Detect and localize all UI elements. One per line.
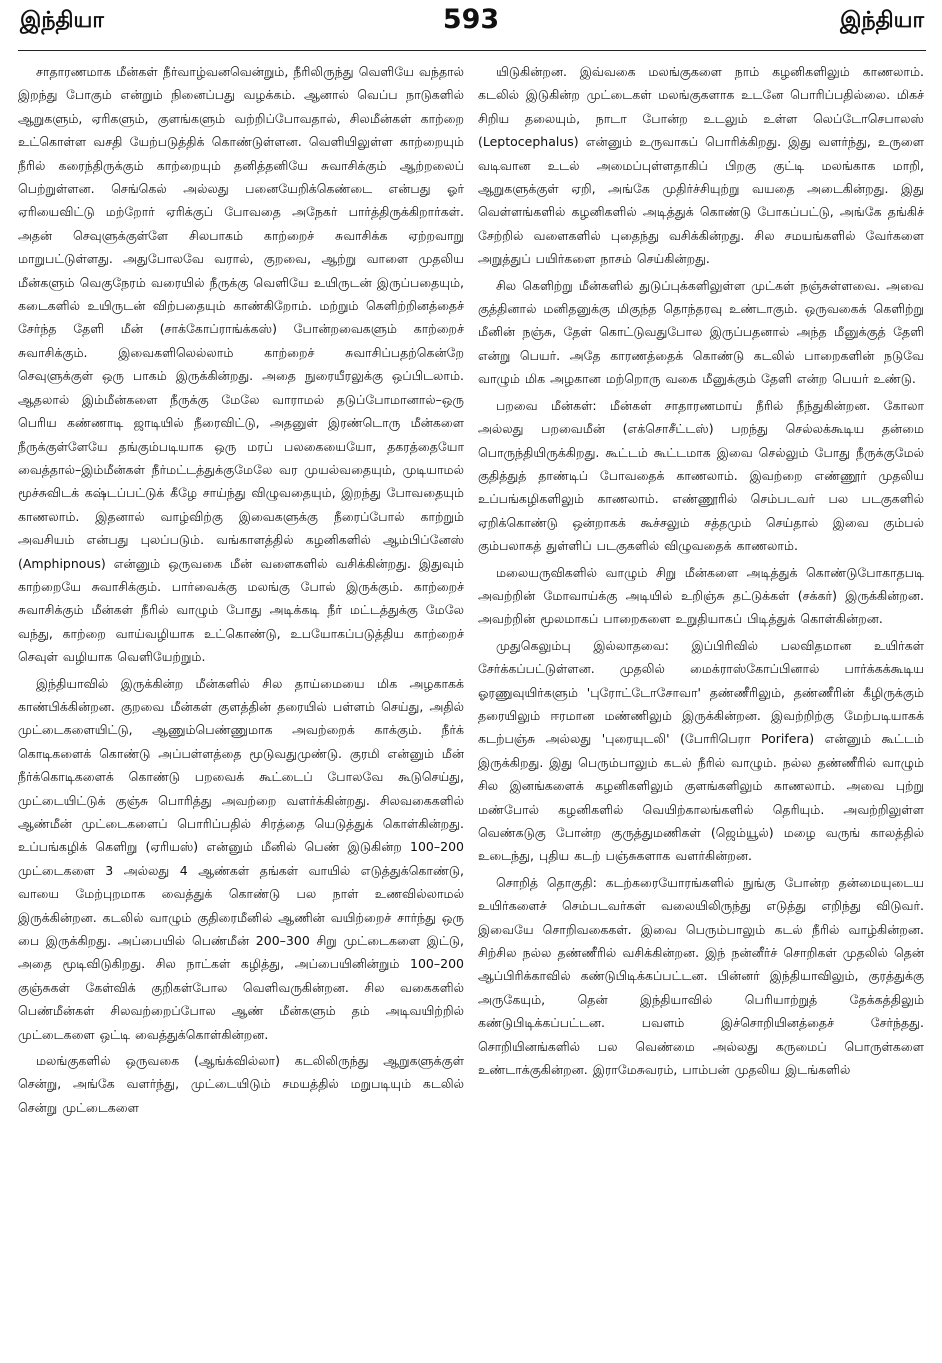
right-column — [478, 60, 924, 1356]
page-header — [0, 0, 942, 52]
paragraph-coelenterates: சொறித் தொகுதி: கடற்கரையோரங்களில் நுங்கு போன்ற தன்மையுடைய உயிர்களைச் செம்படவர்கள் வலையிலிருந்து எடுத்து எறிந்து விடுவர். இவையே சொறிவகைகள். இவை பெரும்பாலும் கடல் நீரில் வாழ்கின்றன. சிற்சில நல்ல தண்ணீரில் வசிக்கின்றன. இந் நன்னீர்ச் சொறிகள் முதலில் தென் ஆப்பிரிக்காவில் கண்டுபிடிக்கப்பட்டன. பின்னர் இந்தியாவிலும், குரத்துக்கு அருகேயும், தென் இந்தியாவில் பெரியாற்றுத் தேக்கத்திலும் கண்டுபிடிக்கப்பட்டன. பவளம் இச்சொறியினத்தைச் சேர்ந்தது. சொறியினங்களில் பல வெண்மை அல்லது கருமைப் பொருள்களை உண்டாக்குகின்றன. இராமேசுவரம், பாம்பன் முதலிய இடங்களில் — [478, 874, 924, 1078]
header-rule — [18, 50, 926, 51]
paragraph-eels-start: மலங்குகளில் ஒருவகை (ஆங்க்வில்லா) கடலிலிருந்து ஆறுகளுக்குள் சென்று, அங்கே வளர்ந்து, முட்டையிடும் சமயத்தில் மறுபடியும் கடலில் சென்று முட்டைகளை — [18, 1053, 464, 1115]
running-title-left: இந்தியா — [20, 8, 104, 33]
running-title-right: இந்தியா — [840, 8, 924, 33]
paragraph-venomous-catfish: சில கெளிற்று மீன்களில் துடுப்புக்களிலுள்ள முட்கள் நஞ்சுள்ளவை. அவை குத்தினால் மனிதனுக்கு மிகுந்த தொந்தரவு உண்டாகும். ஒருவகைக் கெளிற்று மீனின் நஞ்சு, தேள் கொட்டுவதுபோல இருப்பதனால் அந்த மீனுக்குத் தேளி என்று பெயர். அதே காரணத்தைக் கொண்டு கடலில் பாறைகளின் நடுவே வாழும் மிக அழகான மற்றொரு வகை மீனுக்கும் தேளி என்ற பெயர் உண்டு. — [478, 277, 924, 387]
page-number: 593 — [442, 4, 500, 35]
left-column — [18, 60, 464, 1356]
paragraph-hill-stream-fish: மலையருவிகளில் வாழும் சிறு மீன்களை அடித்துக் கொண்டுபோகாதபடி அவற்றின் மோவாய்க்கு அடியில் உறிஞ்சு தட்டுக்கள் (சக்கர்) இருக்கின்றன. அவற்றின் மூலமாகப் பாறைகளை உறுதியாகப் பிடித்துக் கொள்கின்றன. — [478, 564, 924, 627]
paragraph-eels-continued: யிடுகின்றன. இவ்வகை மலங்குகளை நாம் கழனிகளிலும் காணலாம். கடலில் இடுகின்ற முட்டைகள் மலங்குகளாக உடனே பொரிப்பதில்லை. மிகச் சிறிய தலையும், நாடா போன்ற உடலும் உள்ள லெப்டோசெபாலஸ் (Leptocephalus) என்னும் உருவாகப் பொரிக்கிறது. இது வளர்ந்து, உருளை வடிவான உடல் அமைப்புள்ளதாகிப் பிறகு குட்டி மலங்காக மாறி, ஆறுகளுக்குள் ஏறி, அங்கே முதிர்ச்சியுற்று வயதை அடைகின்றது. இது வெள்ளங்களில் கழனிகளில் அடித்துக் கொண்டு போகப்பட்டு, அங்கே தங்கிச் சேற்றில் வளைகளில் புதைந்து வசிக்கின்றது. சில சமயங்களில் வேர்களை அறுத்துப் பயிர்களை நாசம் செய்கின்றது. — [478, 64, 924, 267]
paragraph-invertebrates: முதுகெலும்பு இல்லாதவை: இப்பிரிவில் பலவிதமான உயிர்கள் சேர்க்கப்பட்டுள்ளன. முதலில் மைக்ராஸ்கோப்பினால் பார்க்கக்கூடிய ஓரணுவுயிர்களும் 'புரோட்டோசோவா' தண்ணீரிலும், தண்ணீரின் கீழிருக்கும் தரையிலும் ஈரமான மண்ணிலும் இருக்கின்றன. இவற்றிற்கு மேற்படியாகக் கடற்பஞ்சு அல்லது 'புரையுடலி' (போரிபெரா Porifera) என்னும் கூட்டம் இருக்கிறது. இது பெரும்பாலும் கடல் நீரில் வாழும். நல்ல தண்ணீரில் வாழும் சில இனங்களைக் கழனிகளிலும் குளங்களிலும் காணலாம். அவை புற்று மண்போல் கழனிகளில் வெயிற்காலங்களில் தெரியும். அவற்றிலுள்ள வெண்கடுகு போன்ற குருத்துமணிகள் (ஜெம்யூல்) மழை வருங் காலத்தில் உடைந்து, புதிய கடற் பஞ்சுகளாக வளர்கின்றன. — [478, 637, 924, 864]
paragraph-fish-parental-care: இந்தியாவில் இருக்கின்ற மீன்களில் சில தாய்மையை மிக அழகாகக் காண்பிக்கின்றன. குறவை மீன்கள் குளத்தின் தரையில் பள்ளம் செய்து, அதில் முட்டைகளையிட்டு, ஆணும்பெண்ணுமாக அவற்றைக் காக்கும். நீர்க் கொடிகளைக் கொண்டு அப்பள்ளத்தை மூடுவதுமுண்டு. குரமி என்னும் மீன் நீர்க்கொடிகளைக் கொண்டு பறவைக் கூட்டைப் போலவே கூடுசெய்து, முட்டையிட்டுக் குஞ்சு பொரித்து அவற்றை வளர்க்கின்றது. சிலவகைகளில் ஆண்மீன் முட்டைகளைப் பொரிப்பதில் சிரத்தை யெடுத்துக் கொள்கின்றது. உப்பங்கழிக் கெளிறு (ஏரியஸ்) என்னும் மீனில் பெண் இடுகின்ற 100–200 முட்டைகளை 3 அல்லது 4 ஆண்கள் தங்கள் வாயில் எடுத்துக்கொண்டு, வாயை மேற்புறமாக வைத்துக் கொண்டு பல நாள் உணவில்லாமல் இருக்கின்றன. கடலில் வாழும் குதிரைமீனில் ஆணின் வயிற்றைச் சார்ந்து ஒரு பை இருக்கிறது. அப்பையில் பெண்மீன் 200–300 சிறு முட்டைகளை இட்டு, அதை மூடிவிடுகிறது. சில நாட்கள் கழித்து, அப்பையினின்றும் 100–200 குஞ்சுகள் கேள்விக் குறிகள்போல வெளிவருகின்றன. சில வகைகளில் பெண்மீன்கள் சிலவற்றைப்போல ஆண் மீன்களும் தம் அடிவயிற்றில் முட்டைகளை ஒட்டி வைத்துக்கொள்கின்றன. — [18, 675, 464, 1042]
paragraph-flying-fish: பறவை மீன்கள்: மீன்கள் சாதாரணமாய் நீரில் நீந்துகின்றன. கோலா அல்லது பறவைமீன் (எக்சொசீட்டஸ்) பறந்து செல்லக்கூடிய தன்மை பொருந்தியிருக்கிறது. கூட்டம் கூட்டமாக இவை செல்லும் போது நீருக்குமேல் குதித்துத் தாண்டிப் போவதைக் காணலாம். இவற்றை எண்ணூர் முதலிய உப்பங்கழிகளிலும் காணலாம். எண்ணூரில் செம்படவர் பல படகுகளில் ஏறிக்கொண்டு ஒன்றாகக் கூச்சலும் சத்தமும் செய்தால் இவை கும்பல் கும்பலாகத் துள்ளிப் படகுகளில் விழுவதைக் காணலாம். — [478, 397, 924, 554]
paragraph-air-breathing-fish: சாதாரணமாக மீன்கள் நீர்வாழ்வனவென்றும், நீரிலிருந்து வெளியே வந்தால் இறந்து போகும் என்றும் நினைப்பது வழக்கம். ஆனால் வெப்ப நாடுகளில் ஆறுகளும், ஏரிகளும், குளங்களும் வற்றிப்போவதால், சிலமீன்கள் காற்றை உட்கொள்ள வசதி யேற்படுத்திக் கொண்டுள்ளன. வெளியிலுள்ள காற்றையும் நீரில் கரைந்திருக்கும் காற்றையும் தனித்தனியே சுவாசிக்கும் ஆற்றலைப் பெற்றுள்ளன. செங்கெல் அல்லது பனையேறிக்கெண்டை என்பது ஓர் ஏரியைவிட்டு மற்றோர் ஏரிக்குப் போவதை அநேகர் பார்த்திருக்கிறார்கள். அதன் செவுளுக்குள்ளே சிலபாகம் காற்றைச் சுவாசிக்க ஏற்றவாறு மாறுபட்டுள்ளது. அதுபோலவே வரால், குறவை, ஆற்று வாளை முதலிய மீன்களும் வெகுநேரம் வரையில் நீருக்கு வெளியே உயிருடன் இருப்பதையும், கடைகளில் உயிருடன் விற்பதையும் காண்கிறோம். மற்றும் கெளிற்றினத்தைச் சேர்ந்த தேளி மீன் (சாக்கோப்ராங்க்கஸ்) போன்றவைகளும் காற்றைச் சுவாசிக்கும். இவைகளிலெல்லாம் காற்றைச் சுவாசிப்பதற்கென்றே செவுளுக்குள் ஒரு பாகம் இருக்கின்றது. அதை நுரையீரலுக்கு ஒப்பிடலாம். ஆதலால் இம்மீன்களை நீருக்கு மேலே வாராமல் தடுப்போமானால்–ஒரு பெரிய கண்ணாடி ஜாடியில் நீரைவிட்டு, அதனுள் இரண்டொரு மீன்களை நீருக்குள்ளேயே தங்கும்படியாக ஒரு மரப் பலகையையோ, தகரத்தையோ வைத்தால்–இம்மீன்கள் நீர்மட்டத்துக்குமேலே வர முயல்வதையும், முடியாமல் மூச்சுவிடக் கஷ்டப்பட்டுக் கீழே சாய்ந்து விழுவதையும், இறந்து போவதையும் காணலாம். இதனால் வாழ்விற்கு இவைகளுக்கு நீரைப்போல் காற்றும் அவசியம் என்பது புலப்படும். வங்காளத்தில் கழனிகளில் ஆம்பிப்னேஸ் (Amphipnous) என்னும் ஒருவகை மீன் வளைகளில் வசிக்கின்றது. இதுவும் காற்றையே சுவாசிக்கும். பார்வைக்கு மலங்கு போல் இருக்கும். காற்றைச் சுவாசிக்கும் மீன்கள் நீரில் வாழும் போது அடிக்கடி நீர் மட்டத்துக்கு மேலே வந்து, காற்றை வாய்வழியாக உட்கொண்டு, உபயோகப்படுத்திய காற்றைச் செவுள் வழியாக வெளியேற்றும். — [18, 64, 464, 665]
